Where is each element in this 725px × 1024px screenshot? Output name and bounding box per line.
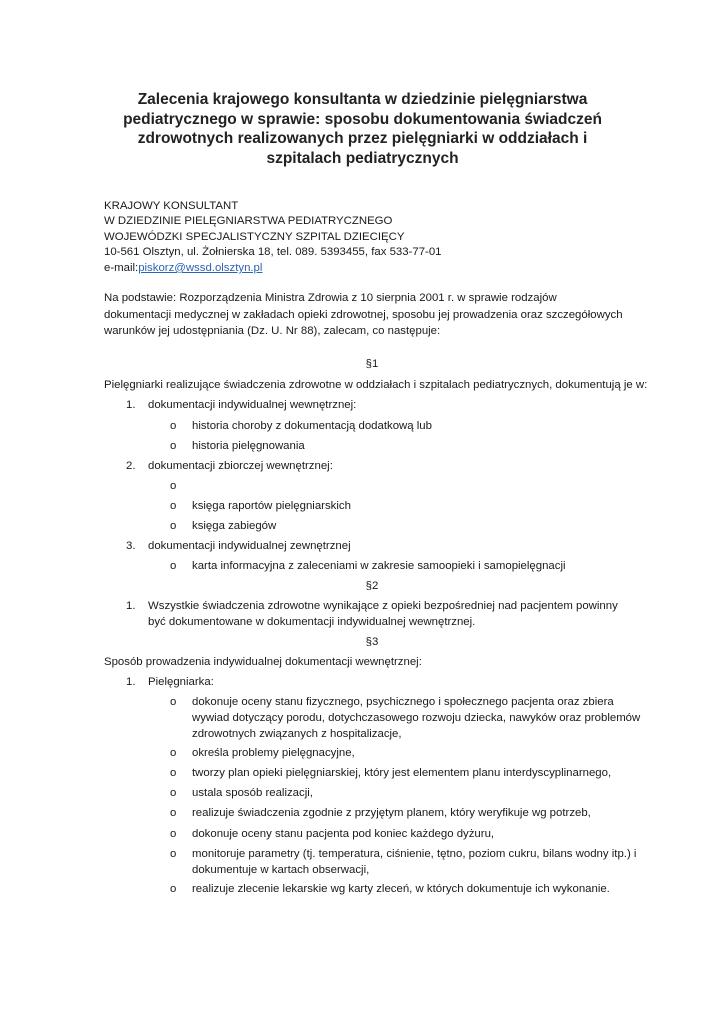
list-number: 1.: [126, 600, 136, 612]
list-item: dokumentacji indywidualnej wewnętrznej:: [148, 399, 357, 411]
section-2-heading: §2: [365, 580, 379, 592]
bullet-icon: o: [170, 560, 177, 572]
section-3-heading: §3: [365, 636, 379, 648]
list-number: 1.: [126, 399, 136, 411]
bullet-icon: o: [170, 520, 177, 532]
sub-item: realizuje świadczenia zgodnie z przyjętym planem, który weryfikuje wg potrzeb,: [192, 807, 591, 819]
list-item: Wszystkie świadczenia zdrowotne wynikające z opieki bezpośredniej nad pacjentem powinny być dokumentowane w dokumentacji indywidualnej wewnętrznej.: [148, 600, 618, 628]
header-line-1: KRAJOWY KONSULTANT: [104, 200, 239, 212]
sub-item: monitoruje parametry (tj. temperatura, ciśnienie, tętno, poziom cukru, bilans wodny itp.) i dokumentuje w kartach obserwacji,: [192, 848, 637, 876]
bullet-icon: o: [170, 696, 177, 708]
list-number: 1.: [126, 676, 136, 688]
header-email-line: [104, 260, 262, 276]
email-link[interactable]: piskorz@wssd.olsztyn.pl: [138, 262, 263, 274]
section-1-lead: Pielęgniarki realizujące świadczenia zdrowotne w oddziałach i szpitalach pediatrycznych, dokumentują je w:: [104, 379, 648, 391]
list-number: 2.: [126, 460, 136, 472]
sub-item: określa problemy pielęgnacyjne,: [192, 747, 355, 759]
list-item: dokumentacji indywidualnej zewnętrznej: [148, 540, 351, 552]
list-item: dokumentacji zbiorczej wewnętrznej:: [148, 460, 333, 472]
bullet-icon: o: [170, 848, 177, 860]
header-line-3: WOJEWÓDZKI SPECJALISTYCZNY SZPITAL DZIECIĘCY: [104, 231, 405, 243]
email-label: e-mail:: [104, 262, 139, 274]
sub-item: historia choroby z dokumentacją dodatkową lub: [192, 420, 432, 432]
bullet-icon: o: [170, 828, 177, 840]
bullet-icon: o: [170, 747, 177, 759]
bullet-icon: o: [170, 440, 177, 452]
section-1-heading: §1: [365, 358, 379, 370]
bullet-icon: o: [170, 480, 177, 492]
list-number: 3.: [126, 540, 136, 552]
sub-item: realizuje zlecenie lekarskie wg karty zleceń, w których dokumentuje ich wykonanie.: [192, 883, 610, 895]
intro-paragraph: Na podstawie: Rozporządzenia Ministra Zdrowia z 10 sierpnia 2001 r. w sprawie rodzajów dokumentacji medycznej w zakładach opieki zdrowotnej, sposobu jej prowadzenia oraz szczegółowych warunków jej udostępniania (Dz. U. Nr 88), zalecam, co następuje:: [104, 292, 623, 337]
bullet-icon: o: [170, 883, 177, 895]
sub-item: księga raportów pielęgniarskich: [192, 500, 351, 512]
section-3-lead: Sposób prowadzenia indywidualnej dokumentacji wewnętrznej:: [104, 656, 422, 668]
list-item: Pielęgniarka:: [148, 676, 214, 688]
sub-item: dokonuje oceny stanu pacjenta pod koniec każdego dyżuru,: [192, 828, 495, 840]
sub-item: tworzy plan opieki pielęgniarskiej, który jest elementem planu interdyscyplinarnego,: [192, 767, 612, 779]
bullet-icon: o: [170, 420, 177, 432]
header-address: 10-561 Olsztyn, ul. Żołnierska 18, tel. 089. 5393455, fax 533-77-01: [104, 246, 442, 258]
sub-item: dokonuje oceny stanu fizycznego, psychicznego i społecznego pacjenta oraz zbiera wywiad dotyczący porodu, dotychczasowego rozwoju dziecka, nawyków oraz problemów zdrowotnych związanych z hospitalizacje,: [192, 696, 641, 740]
header-line-2: W DZIEDZINIE PIELĘGNIARSTWA PEDIATRYCZNEGO: [104, 215, 393, 227]
sub-item: księga zabiegów: [192, 520, 277, 532]
bullet-icon: o: [170, 807, 177, 819]
document-title: Zalecenia krajowego konsultanta w dziedzinie pielęgniarstwa pediatrycznego w sprawie: sposobu dokumentowania świadczeń zdrowotnych realizowanych przez pielęgniarki w oddziałach i szpitalach pediatrycznych: [123, 91, 602, 167]
bullet-icon: o: [170, 500, 177, 512]
bullet-icon: o: [170, 787, 177, 799]
sub-item: ustala sposób realizacji,: [192, 787, 313, 799]
sub-item: historia pielęgnowania: [192, 440, 305, 452]
bullet-icon: o: [170, 767, 177, 779]
sub-item: karta informacyjna z zaleceniami w zakresie samoopieki i samopielęgnacji: [192, 560, 566, 572]
